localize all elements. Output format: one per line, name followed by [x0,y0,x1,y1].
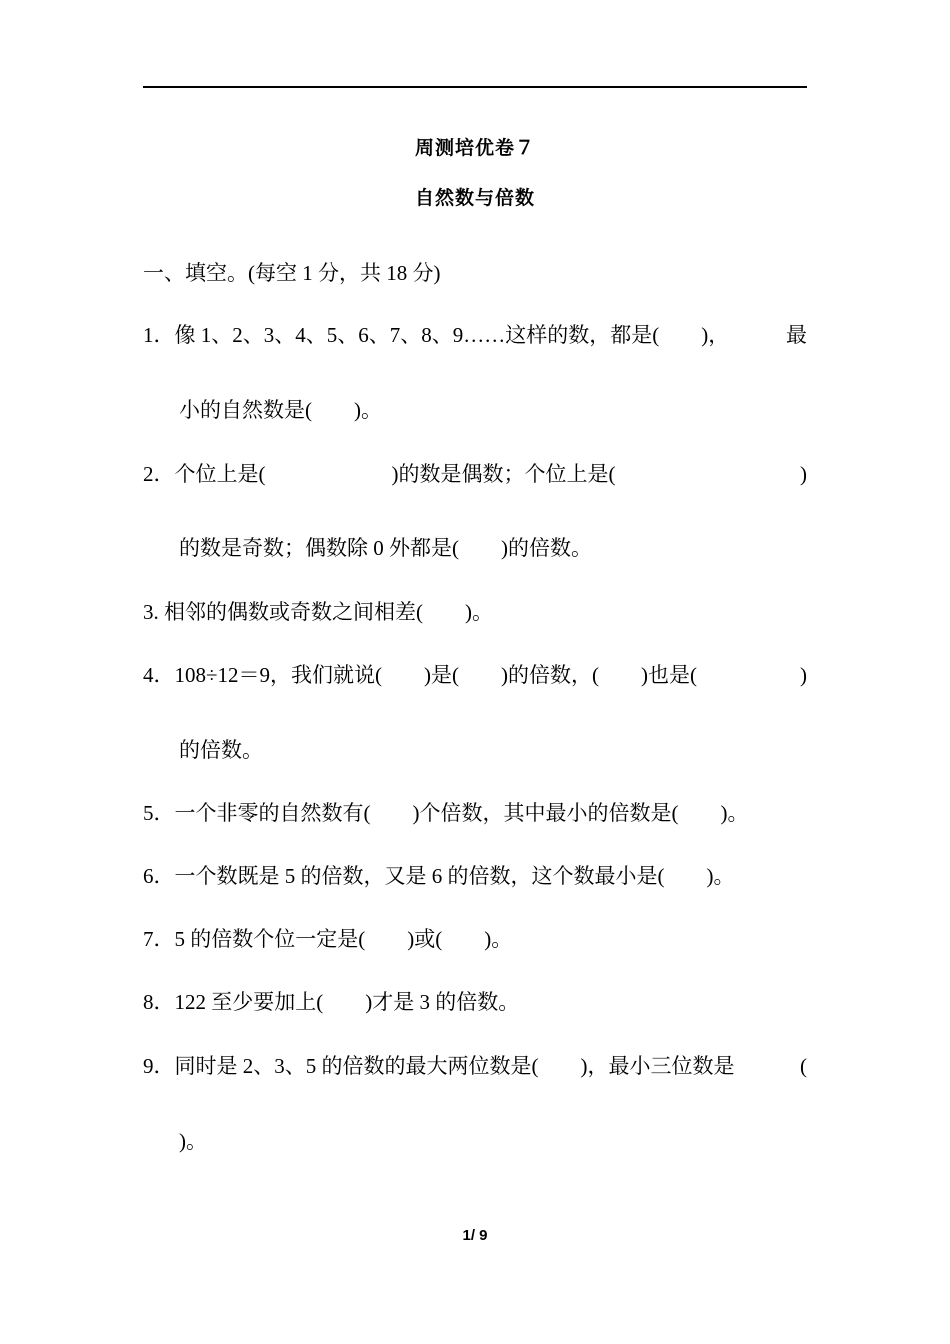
question-4-text-end: ) [800,663,807,687]
question-1-text-end: 最 [786,323,807,347]
question-1-text: 1．像 1、2、3、4、5、6、7、8、9……这样的数，都是( )， [143,323,730,347]
question-2-text-end: ) [800,462,807,486]
page-subtitle: 自然数与倍数 [414,188,535,209]
question-9-line-2: )。 [179,1129,207,1153]
question-1-line-2: 小的自然数是( )。 [179,398,382,422]
question-5: 5．一个非零的自然数有( )个倍数，其中最小的倍数是( )。 [143,801,749,825]
question-2-text: 2．个位上是( )的数是偶数；个位上是( [143,462,616,486]
header-rule [143,86,807,88]
question-2-line-1 [143,461,807,487]
question-3: 3. 相邻的偶数或奇数之间相差( )。 [143,600,493,624]
question-4-line-2: 的倍数。 [179,738,263,762]
section-heading: 一、填空。(每空 1 分，共 18 分) [143,261,441,285]
question-6: 6．一个数既是 5 的倍数，又是 6 的倍数，这个数最小是( )。 [143,864,735,888]
question-9-text-end: ( [800,1054,807,1078]
question-4-text: 4．108÷12＝9，我们就说( )是( )的倍数，( )也是( [143,663,697,687]
page-number: 1/ 9 [462,1227,488,1244]
question-1-line-1 [143,322,807,348]
question-4-line-1 [143,662,807,688]
question-8: 8．122 至少要加上( )才是 3 的倍数。 [143,990,520,1014]
question-9-text: 9．同时是 2、3、5 的倍数的最大两位数是( )，最小三位数是 [143,1054,735,1078]
question-9-line-1 [143,1053,807,1079]
page-title: 周测培优卷７ [414,138,535,159]
question-2-line-2: 的数是奇数；偶数除 0 外都是( )的倍数。 [179,536,592,560]
question-7: 7．5 的倍数个位一定是( )或( )。 [143,927,513,951]
